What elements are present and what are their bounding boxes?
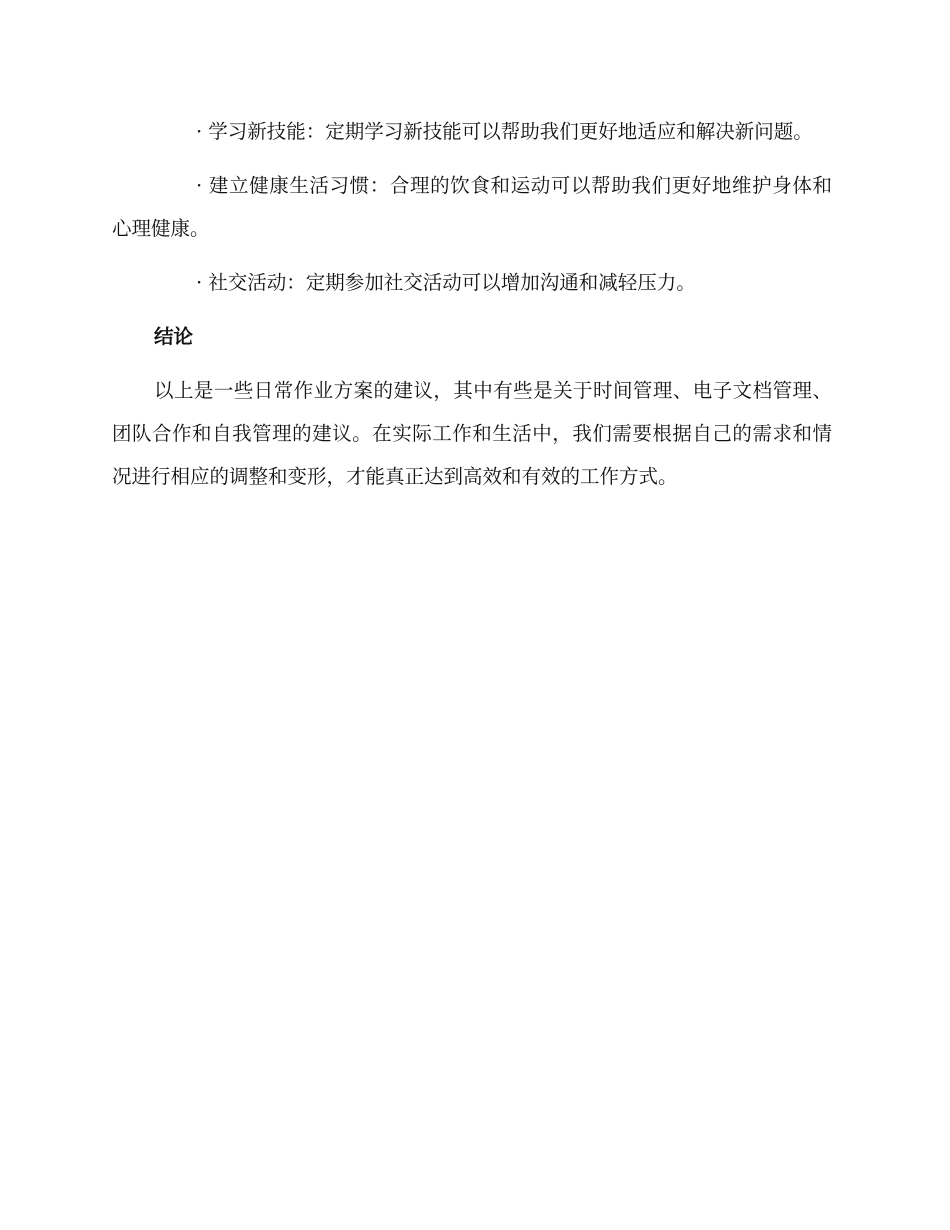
bullet-text: 社交活动：定期参加社交活动可以增加沟通和减轻压力。 (208, 271, 696, 294)
bullet-marker: · (196, 120, 203, 143)
bullet-item-healthy-habits (112, 164, 832, 250)
bullet-item-learn-skills (112, 110, 832, 153)
bullet-marker: · (196, 271, 203, 294)
bullet-marker: · (196, 174, 203, 197)
bullet-text: 建立健康生活习惯：合理的饮食和运动可以帮助我们更好地维护身体和心理健康。 (112, 174, 832, 240)
document-body (112, 110, 832, 498)
bullet-item-social-activities (112, 261, 832, 304)
bullet-text: 学习新技能：定期学习新技能可以帮助我们更好地适应和解决新问题。 (208, 120, 813, 143)
conclusion-paragraph: 以上是一些日常作业方案的建议，其中有些是关于时间管理、电子文档管理、团队合作和自我管理的建议。在实际工作和生活中，我们需要根据自己的需求和情况进行相应的调整和变形，才能真正达到高效和有效的工作方式。 (112, 379, 832, 488)
conclusion-heading: 结论 (154, 325, 194, 348)
